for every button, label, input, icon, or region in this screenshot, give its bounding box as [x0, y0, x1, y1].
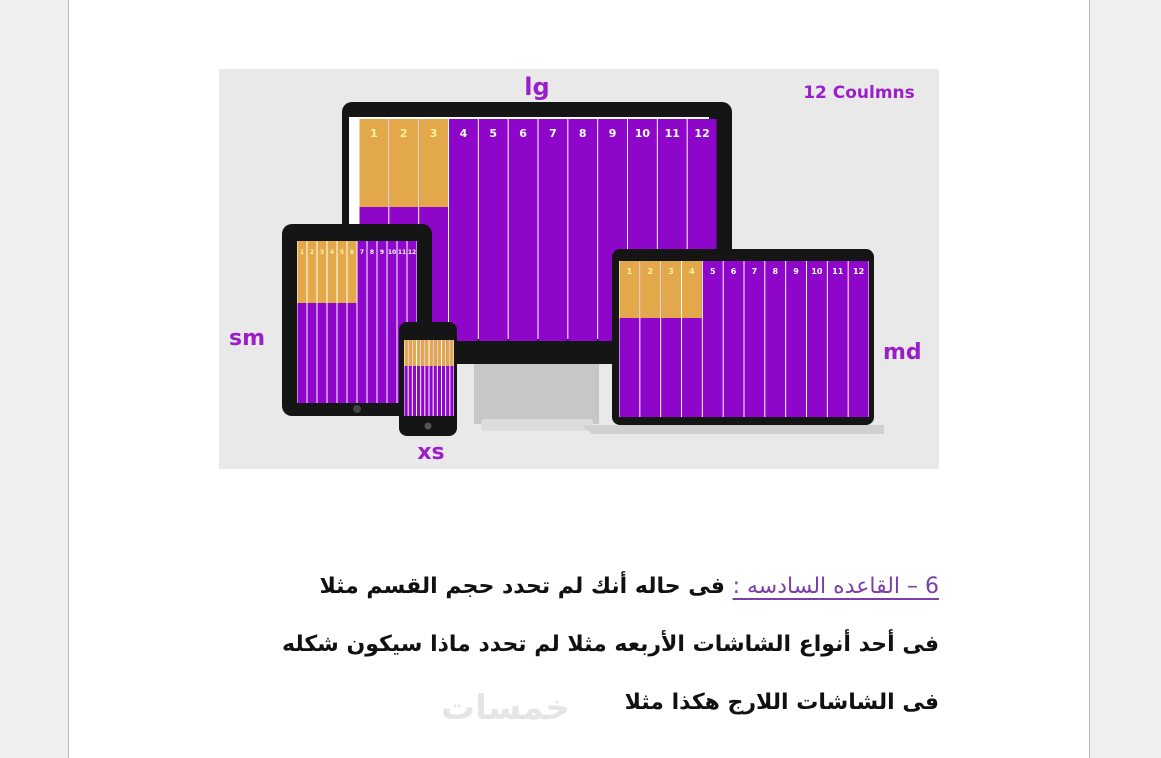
md-column-11	[828, 261, 848, 417]
paragraph-line-1-text: فى حاله أنك لم تحدد حجم القسم مثلا	[319, 574, 733, 599]
lg-column-number-1: 1	[370, 127, 378, 140]
md-column-10	[807, 261, 827, 417]
xs-highlight-4	[417, 340, 420, 366]
lg-column-number-6: 6	[519, 127, 527, 140]
lg-column-number-10: 10	[634, 127, 651, 140]
md-column-5	[703, 261, 723, 417]
sm-column-number-1: 1	[299, 249, 305, 256]
xs-highlight-1	[405, 340, 408, 366]
sm-column-number-3: 3	[319, 249, 325, 256]
md-label: md	[883, 340, 922, 365]
lg-column-6	[509, 119, 538, 341]
lg-column-number-7: 7	[549, 127, 557, 140]
md-column-number-12: 12	[853, 267, 865, 276]
responsive-grid-image	[219, 69, 939, 469]
xs-highlight-7	[430, 340, 433, 366]
xs-highlight-2	[409, 340, 412, 366]
lg-column-number-11: 11	[664, 127, 680, 140]
lg-column-5	[479, 119, 508, 341]
md-column-number-2: 2	[647, 267, 654, 276]
xs-highlight-9	[438, 340, 441, 366]
paragraph-line-1	[219, 558, 939, 616]
md-column-8	[765, 261, 785, 417]
lg-column-number-9: 9	[608, 127, 617, 140]
lg-label: lg	[524, 73, 550, 101]
md-column-9	[786, 261, 806, 417]
md-column-number-3: 3	[668, 267, 674, 276]
sm-label: sm	[229, 326, 266, 351]
columns-title: 12 Coulmns	[803, 83, 915, 103]
lg-column-number-2: 2	[399, 127, 408, 140]
sm-column-number-8: 8	[369, 249, 375, 256]
md-column-6	[724, 261, 744, 417]
xs-highlight-11	[446, 340, 449, 366]
xs-highlight-10	[442, 340, 445, 366]
sm-column-number-10: 10	[387, 249, 397, 256]
md-column-number-6: 6	[730, 267, 737, 276]
md-column-number-7: 7	[751, 267, 758, 276]
md-column-number-9: 9	[793, 267, 799, 276]
lg-column-number-12: 12	[694, 127, 710, 140]
xs-highlight-6	[425, 340, 428, 366]
sm-column-number-6: 6	[349, 249, 355, 256]
lg-column-number-8: 8	[578, 127, 587, 140]
md-column-number-11: 11	[832, 267, 844, 276]
xs-highlight-8	[434, 340, 437, 366]
xs-highlight-5	[421, 340, 424, 366]
xs-highlight-12	[450, 340, 453, 366]
sm-column-8	[368, 241, 377, 403]
sm-column-7	[358, 241, 367, 403]
md-column-12	[849, 261, 869, 417]
site-watermark: خمسات	[441, 688, 570, 728]
paragraph-line-2: فى أحد أنواع الشاشات الأربعه مثلا لم تحدد ماذا سيكون شكله	[282, 632, 939, 657]
md-column-number-10: 10	[811, 267, 823, 276]
sm-column-number-7: 7	[359, 249, 365, 256]
xs-label: xs	[417, 440, 445, 465]
lg-column-7	[539, 119, 568, 341]
laptop-device	[582, 249, 884, 434]
sm-column-number-2: 2	[309, 249, 315, 256]
document-page	[68, 0, 1090, 758]
md-column-number-1: 1	[626, 267, 633, 276]
lg-column-8	[568, 119, 597, 341]
rule-six-heading-link[interactable]: 6 – القاعده السادسه :	[732, 574, 939, 599]
md-column-number-4: 4	[689, 267, 695, 276]
article-paragraph	[219, 558, 939, 732]
sm-column-number-5: 5	[339, 249, 345, 256]
devices-illustration	[219, 69, 939, 469]
sm-column-10	[388, 241, 397, 403]
sm-column-9	[378, 241, 387, 403]
sm-column-number-11: 11	[397, 249, 407, 256]
paragraph-line-3: فى الشاشات اللارج هكذا مثلا	[624, 690, 939, 715]
phone-device	[399, 322, 457, 436]
lg-column-number-3: 3	[429, 127, 438, 140]
xs-highlight-3	[413, 340, 416, 366]
lg-column-number-5: 5	[489, 127, 498, 140]
lg-column-number-4: 4	[459, 127, 468, 140]
sm-column-number-9: 9	[379, 249, 385, 256]
sm-column-number-12: 12	[407, 249, 417, 256]
lg-column-4	[449, 119, 478, 341]
md-column-7	[745, 261, 765, 417]
sm-column-number-4: 4	[329, 249, 335, 256]
md-column-number-5: 5	[709, 267, 716, 276]
md-column-number-8: 8	[772, 267, 779, 276]
